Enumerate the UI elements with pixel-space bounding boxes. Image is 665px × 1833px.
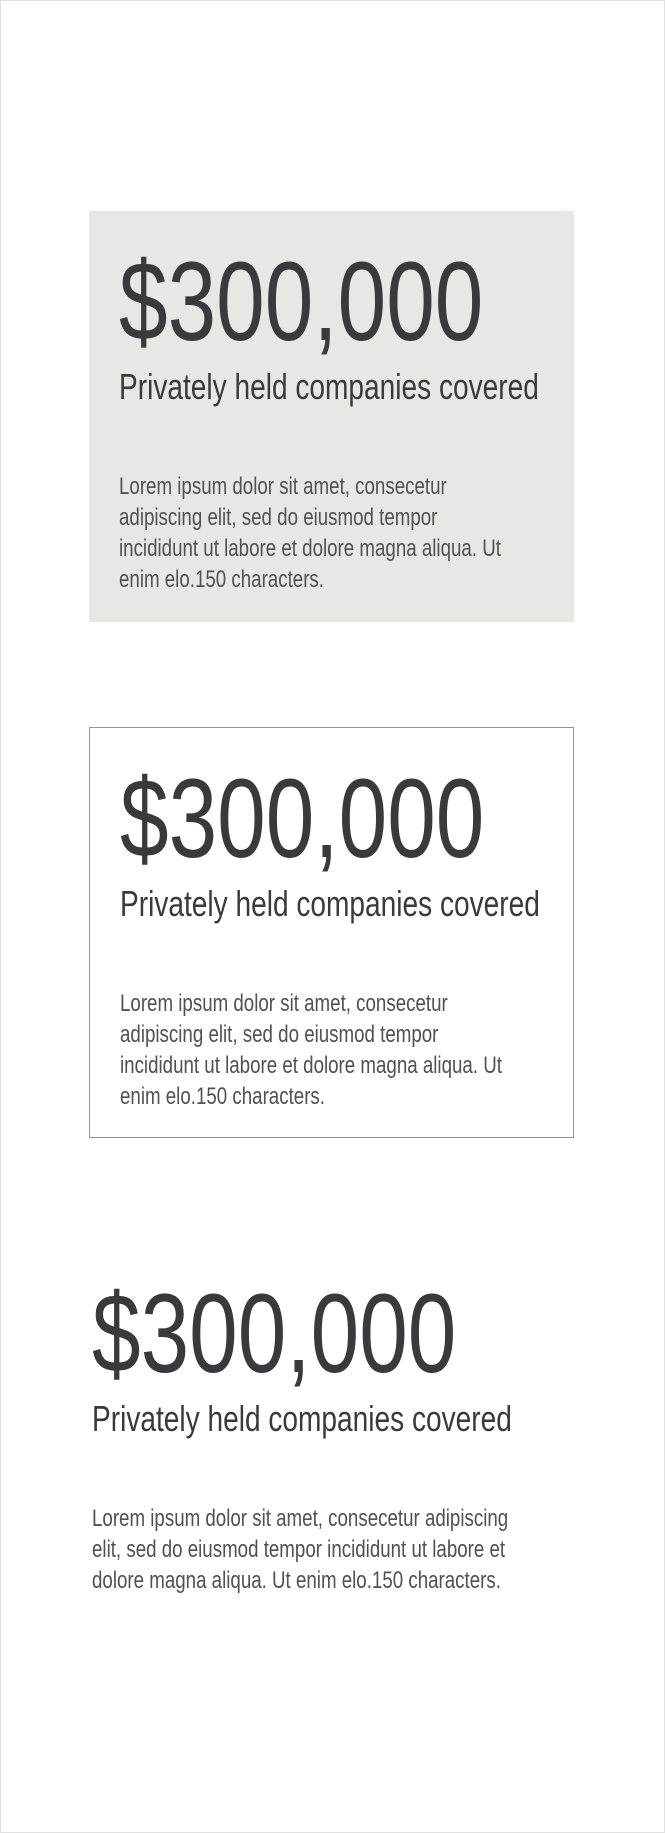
- stat-description-line: incididunt ut labore et dolore magna aliqua. Ut: [120, 1052, 502, 1079]
- stat-description: [119, 471, 544, 595]
- stat-description-line: Lorem ipsum dolor sit amet, consecetur: [120, 990, 448, 1017]
- stat-description: [92, 1503, 602, 1596]
- stat-card-outlined: [89, 727, 574, 1138]
- stat-description-line: enim elo.150 characters.: [120, 1083, 325, 1110]
- stat-value: $300,000: [92, 1271, 457, 1396]
- stat-card-filled: [89, 211, 574, 622]
- stat-value: $300,000: [120, 756, 485, 881]
- stat-value: $300,000: [119, 239, 484, 364]
- stat-description-line: enim elo.150 characters.: [119, 566, 324, 593]
- stat-description-line: elit, sed do eiusmod tempor incididunt ut labore et: [92, 1536, 506, 1563]
- stat-description-line: dolore magna aliqua. Ut enim elo.150 characters.: [92, 1567, 501, 1594]
- stat-description-line: Lorem ipsum dolor sit amet, consecetur: [119, 473, 447, 500]
- stat-card-plain: [92, 1271, 602, 1596]
- stat-label: Privately held companies covered: [119, 366, 539, 407]
- stat-description-line: incididunt ut labore et dolore magna aliqua. Ut: [119, 535, 501, 562]
- stat-description-line: adipiscing elit, sed do eiusmod tempor: [119, 504, 438, 531]
- stat-label: Privately held companies covered: [120, 883, 540, 924]
- stat-description-line: Lorem ipsum dolor sit amet, consecetur adipiscing: [92, 1505, 509, 1532]
- stat-description-line: adipiscing elit, sed do eiusmod tempor: [120, 1021, 439, 1048]
- stat-description: [120, 988, 543, 1112]
- stat-label: Privately held companies covered: [92, 1398, 512, 1439]
